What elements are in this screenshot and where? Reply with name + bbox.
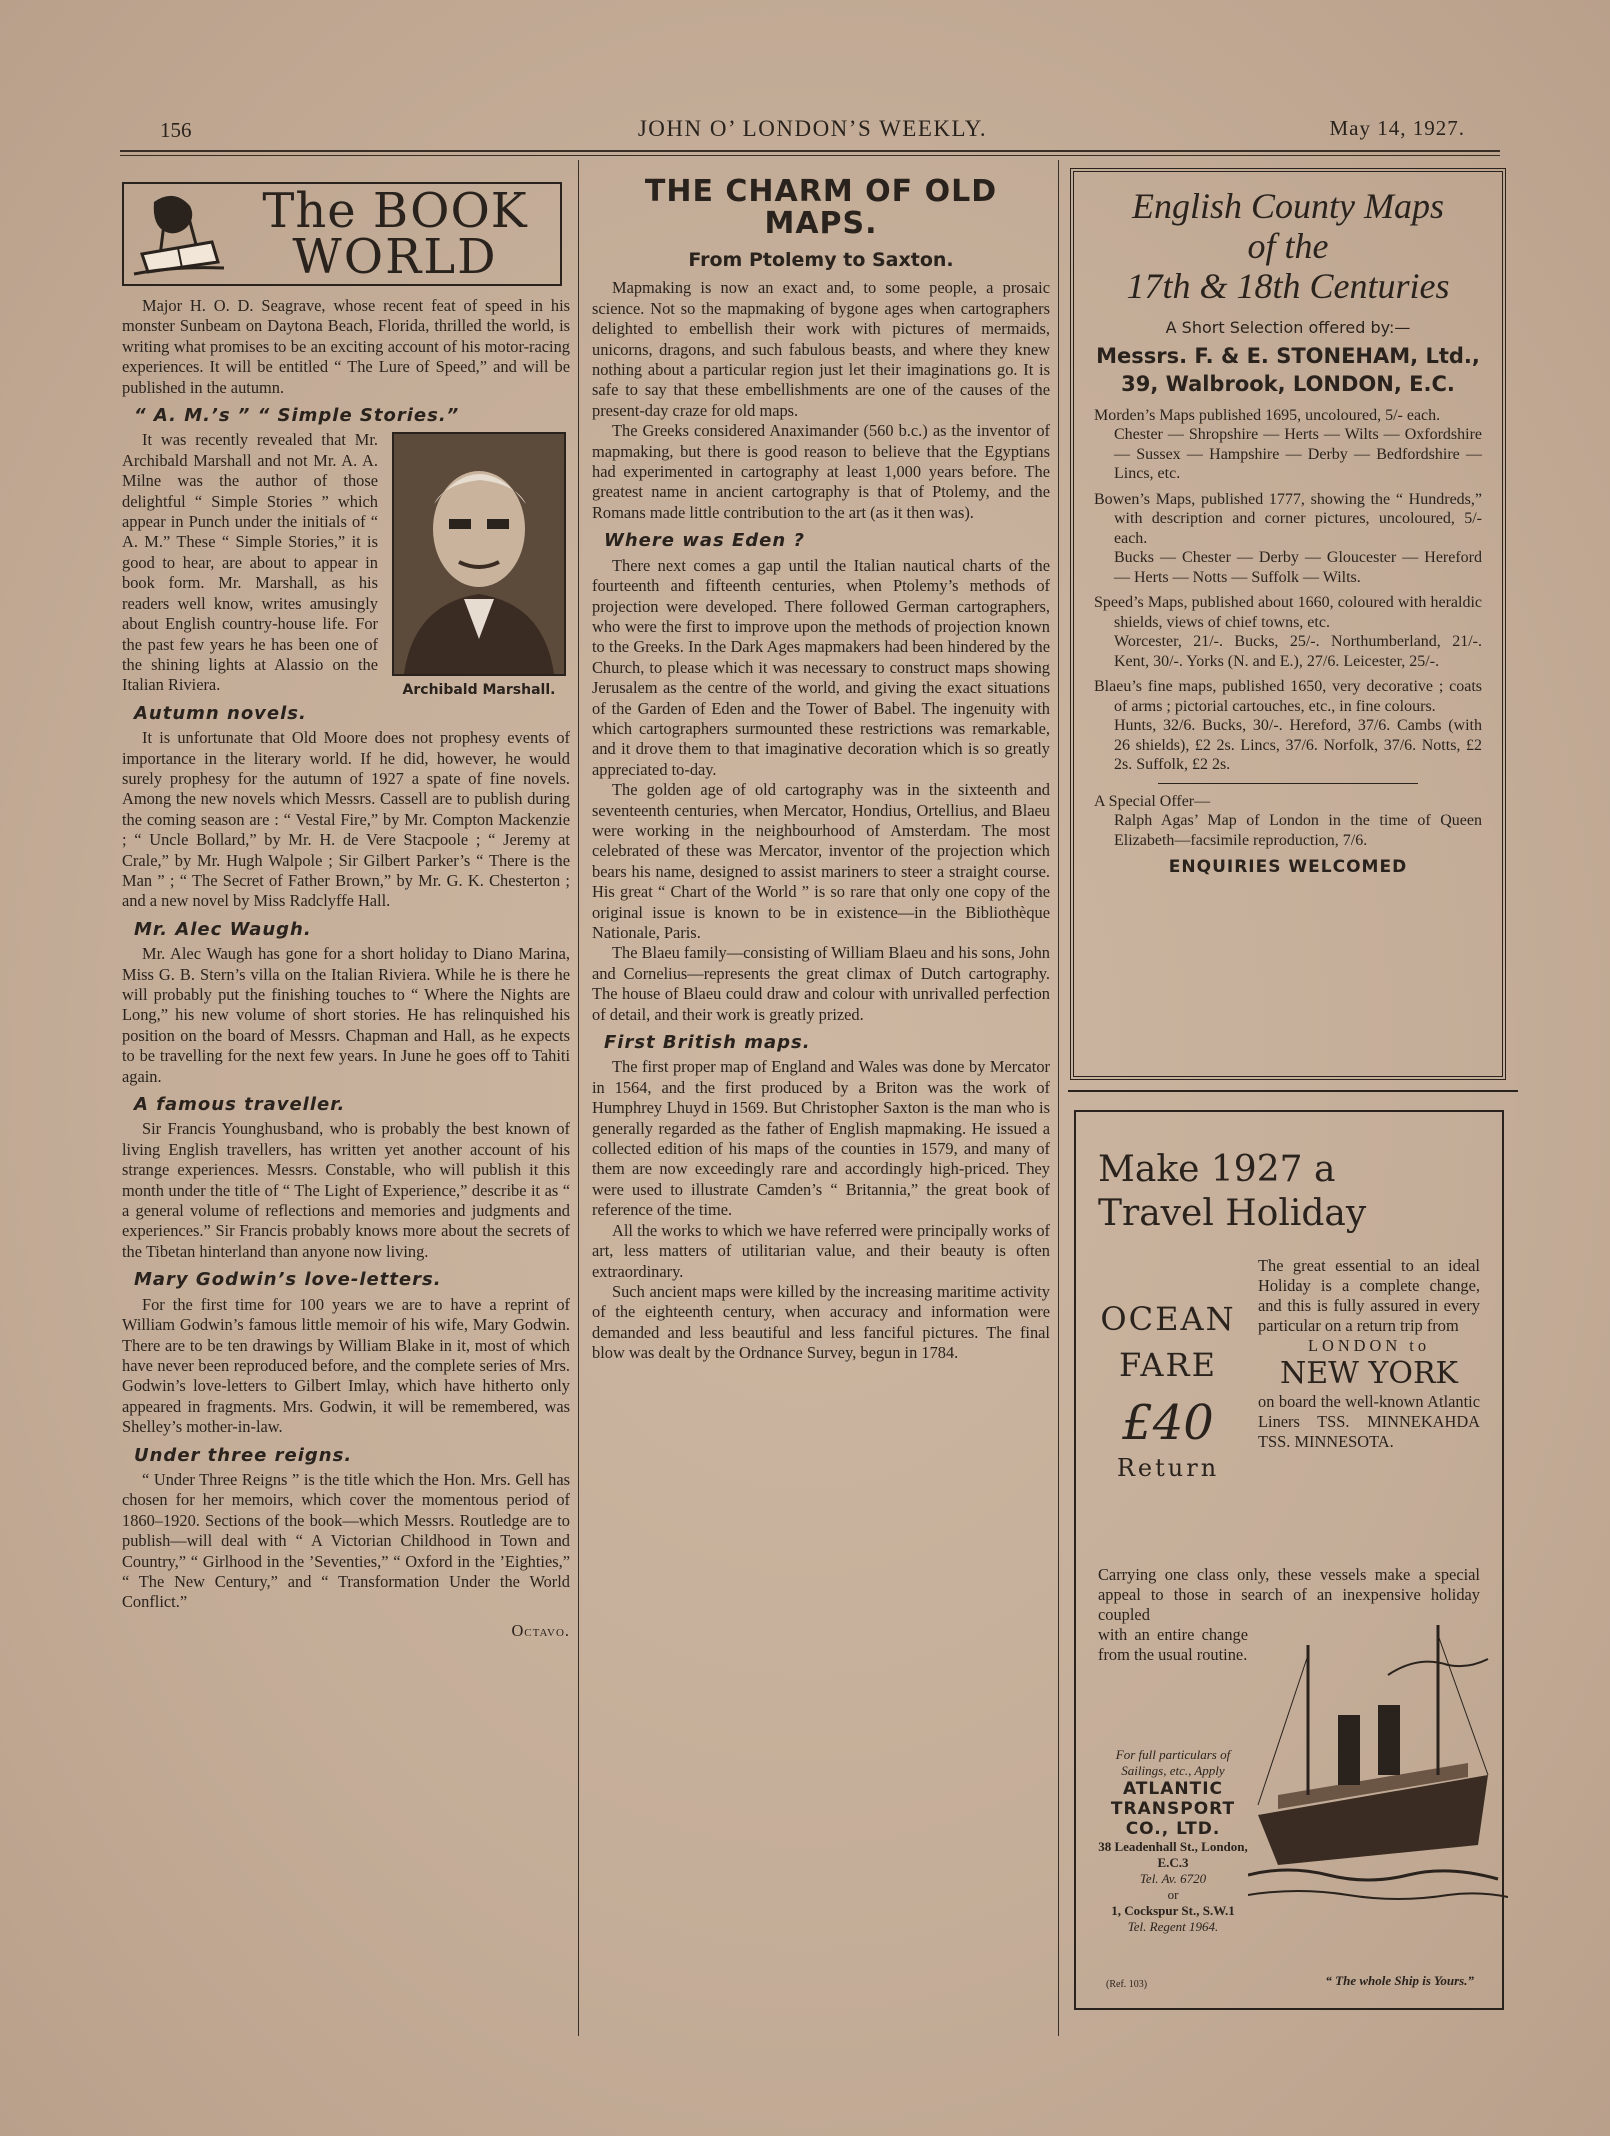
author-photo-figure bbox=[388, 432, 570, 700]
map-listing-item bbox=[1094, 406, 1482, 484]
ad-title-line-3: 17th & 18th Centuries bbox=[1126, 266, 1450, 306]
maps-advertisement bbox=[1070, 168, 1506, 1080]
header-rule bbox=[120, 150, 1500, 156]
section-heading: First British maps. bbox=[604, 1032, 811, 1054]
particulars-text: For full particulars of Sailings, etc., Apply bbox=[1115, 1747, 1231, 1778]
article-paragraph: The golden age of old cartography was in the sixteenth and seventeenth centuries, when Mercator, Hondius, Ortellius, and Blaeu were working in the neighbourhood of Amsterdam. The most celebrated of these was Mercator, inventor of the projection which bears his name, designed to assist mariners to steer a straight course. His great “ Chart of the World ” is so rare that only one copy of the original issue is known to be in existence—in the Bibliothèque Nationale, Paris. bbox=[592, 780, 1050, 942]
travel-headline-1: Make 1927 a bbox=[1098, 1149, 1336, 1190]
article-paragraph: Mapmaking is now an exact and, to some people, a prosaic science. Not so the mapmaking of bygone ages when cartographers delighted to embellish their work with pictures of mermaids, unicorns, dragons, and such fabulous beasts, and where they knew nothing about a particular region just let their imaginations go. It is safe to say that these embellishments are one of the causes of the present-day craze for old maps. bbox=[592, 278, 1050, 420]
fare-price: £40 bbox=[1122, 1395, 1214, 1451]
author-photo bbox=[392, 432, 566, 676]
section-body: It is unfortunate that Old Moore does not prophesy events of importance in the literary world. If he did, however, he would surely prophesy for the autumn of 1927 a spate of fine novels. Among the new novels which Messrs. Cassell are to publish during the coming season are : “ Vestal Fire,” by Mr. Compton Mackenzie ; “ Uncle Bollard,” by Mr. H. de Vere Stacpoole ; “ Jeremy at Crale,” by Mr. Hugh Walpole ; Sir Gilbert Parker’s “ There is the Man ” ; “ The Secret of Father Brown,” by Mr. G. K. Chesterton ; and a new novel by Miss Radclyffe Hall. bbox=[122, 728, 570, 911]
address-2: 1, Cockspur St., S.W.1 bbox=[1111, 1903, 1235, 1918]
address-1: 38 Leadenhall St., London, E.C.3 bbox=[1098, 1839, 1248, 1870]
article-title: THE CHARM OF OLD MAPS. bbox=[644, 174, 998, 241]
section-heading: A famous traveller. bbox=[134, 1094, 346, 1116]
issue-date: May 14, 1927. bbox=[1329, 116, 1465, 140]
section-body: Sir Francis Younghusband, who is probably the best known of living English travellers, has written yet another account of his strange experiences. Messrs. Constable, who will publish it this month under the title of “ The Light of Experience,” describe it as “ a general volume of reflections and memories and judgments and experiences.” Sir Francis probably knows more about the secrets of the Tibetan hinterland than anyone now living. bbox=[122, 1119, 570, 1261]
section-body: For the first time for 100 years we are to have a reprint of William Godwin’s famous little memoir of his wife, Mary Godwin. There are to be ten drawings by William Blake in it, most of which have never been reproduced before, and the complete series of Mrs. Godwin’s love-letters to Gilbert Imlay, which have hitherto only appeared in fragments. Mrs. Godwin, it will be remembered, was Shelley’s mother-in-law. bbox=[122, 1294, 570, 1437]
travel-advertisement bbox=[1074, 1110, 1504, 2010]
article-paragraph: Such ancient maps were killed by the increasing maritime activity of the eighteenth century, when accuracy and information were demanded and less beautiful and less fanciful pictures. The final blow was dealt by the Ordnance Survey, begun in 1784. bbox=[592, 1281, 1050, 1363]
logo-line-2: WORLD bbox=[292, 229, 498, 285]
page-number: 156 bbox=[160, 118, 192, 142]
page-header bbox=[160, 112, 1465, 148]
ad-title-line-2: of the bbox=[1247, 226, 1329, 266]
ocean-label: OCEAN bbox=[1100, 1300, 1236, 1338]
section-heading: Under three reigns. bbox=[134, 1444, 353, 1466]
or-label: or bbox=[1167, 1887, 1179, 1902]
ad-separator bbox=[1068, 1090, 1518, 1092]
section-body: “ Under Three Reigns ” is the title which the Hon. Mrs. Gell has chosen for her memoirs, which cover the momentous period of 1860–1920. Sections of the book—which Messrs. Routledge are to publish—will deal with “ A Victorian Childhood in Town and Country,” “ Girlhood in the ’Seventies,” “ Oxford in the ’Eighties,” “ The New Century,” and “ Transformation Under the World Conflict.” bbox=[122, 1469, 570, 1612]
new-york: NEW YORK bbox=[1280, 1356, 1458, 1391]
ad-divider bbox=[1158, 783, 1418, 784]
listing-counties: Chester — Shropshire — Herts — Wilts — Oxfordshire — Sussex — Hampshire — Derby — Bedfordshire — Lincs, etc. bbox=[1114, 426, 1482, 482]
section-heading: Mr. Alec Waugh. bbox=[134, 918, 312, 940]
map-listing bbox=[1094, 406, 1482, 775]
listing-description: Bowen’s Maps, published 1777, showing the “ Hundreds,” with description and corner pictures, uncoloured, 5/- each. bbox=[1094, 490, 1482, 547]
special-offer-label: A Special Offer— bbox=[1094, 792, 1211, 810]
telephone-1: Tel. Av. 6720 bbox=[1139, 1871, 1207, 1886]
reading-figure-icon bbox=[124, 184, 234, 284]
article-subtitle: From Ptolemy to Saxton. bbox=[688, 249, 954, 271]
article-paragraph: The Greeks considered Anaximander (560 b.c.) as the inventor of mapmaking, but there is good reason to believe that the Egyptians had experimented in cartography at least 1,000 years before. The greatest name in ancient cartography is that of Ptolemy, and the Romans made little contribution to the art (as it then was). bbox=[592, 421, 1050, 522]
listing-counties: Worcester, 21/-. Bucks, 25/-. Northumberland, 21/-. Kent, 30/-. Yorks (N. and E.), 27/6. Leicester, 25/-. bbox=[1114, 633, 1482, 670]
slogan: “ The whole Ship is Yours.” bbox=[1325, 1973, 1474, 1988]
travel-intro: The great essential to an ideal Holiday is a complete change, and this is fully assured in every particular on a return trip from bbox=[1258, 1256, 1480, 1335]
intro-paragraph: Major H. O. D. Seagrave, whose recent feat of speed in his monster Sunbeam on Daytona Beach, Florida, thrilled the world, is writing what promises to be an exciting account of his motor-racing experiences. It will be entitled “ The Lure of Speed,” and will be published in the autumn. bbox=[122, 296, 570, 397]
signature: Octavo. bbox=[511, 1620, 570, 1640]
section-heading: “ A. M.’s ” “ Simple Stories.” bbox=[134, 405, 460, 427]
article-paragraph: All the works to which we have referred were principally works of art, less matters of utilitarian value, and their beauty is often extraordinary. bbox=[592, 1220, 1050, 1281]
publication-title: JOHN O’ LONDON’S WEEKLY. bbox=[637, 116, 988, 141]
travel-headline-2: Travel Holiday bbox=[1098, 1193, 1367, 1234]
section-body: It was recently revealed that Mr. Archibald Marshall and not Mr. A. A. Milne was the author of those delightful “ Simple Stories ” which appear in Punch under the initials of “ A. M.” These “ Simple Stories,” it is good to hear, are about to appear in book form. Mr. Marshall, as his readers well know, writes amusingly about English country-house life. For the past few years he has been one of the shining lights at Alassio on the Italian Riviera. bbox=[122, 430, 378, 695]
ad-firm-name: Messrs. F. & E. STONEHAM, Ltd., bbox=[1096, 343, 1480, 368]
article-paragraph: There next comes a gap until the Italian nautical charts of the fourteenth and fifteenth centuries, when Ptolemy’s methods of projection were developed. There followed German cartographers, who were the first to improve upon the methods of projection known to the Greeks. In the Dark Ages mapmakers had been hindered by the Church, to please which it was necessary to construct maps showing Jerusalem as the centre of the world, and giving the exact situations of the Garden of Eden and the Tower of Babel. The ingenuity with which cartographers surmounted these restrictions was remarkable, and it drove them to that imaginative decoration which is so greatly appreciated to-day. bbox=[592, 555, 1050, 779]
maps-article-column bbox=[592, 160, 1050, 1364]
company-contact bbox=[1098, 1747, 1248, 1935]
section-body: Mr. Alec Waugh has gone for a short holiday to Diano Marina, Miss G. B. Stern’s villa on the Italian Riviera. While he is there he will probably put the finishing touches to “ Where the Nights are Long,” his new volume of short stories. He has relinquished his position on the board of Messrs. Chapman and Hall, as he expects to be travelling for the next few years. In June he goes off to Tahiti again. bbox=[122, 944, 570, 1086]
ship-illustration bbox=[1248, 1595, 1508, 1925]
portrait-image bbox=[394, 434, 564, 674]
map-listing-item bbox=[1094, 677, 1482, 775]
fare-label: FARE bbox=[1119, 1346, 1217, 1384]
listing-description: Speed’s Maps, published about 1660, coloured with heraldic shields, views of chief towns, etc. bbox=[1094, 594, 1482, 631]
listing-counties: Hunts, 32/6. Bucks, 30/-. Hereford, 37/6. Cambs (with 26 shields), £2 2s. Lincs, 37/6. Norfolk, 37/6. Notts, £2 2s. Suffolk, £2 2s. bbox=[1114, 717, 1482, 773]
travel-text bbox=[1258, 1256, 1480, 1452]
liners-text: on board the well-known Atlantic Liners TSS. MINNEKAHDA TSS. MINNESOTA. bbox=[1258, 1392, 1480, 1451]
article-paragraph: The first proper map of England and Wales was done by Mercator in 1564, and the first produced by a Briton was the work of Humphrey Lhuyd in 1569. But Christopher Saxton is the man who is generally regarded as the father of English mapmaking. He issued a collected edition of his maps of the counties in 1579, and many of them are now exceedingly rare and accordingly high-priced. They were used to illustrate Camden’s “ Britannia,” the great book of reference of the time. bbox=[592, 1057, 1050, 1220]
map-listing-item bbox=[1094, 490, 1482, 588]
telephone-2: Tel. Regent 1964. bbox=[1127, 1919, 1219, 1934]
special-offer-text: Ralph Agas’ Map of London in the time of Queen Elizabeth—facsimile reproduction, 7/6. bbox=[1114, 812, 1482, 849]
enquiries-line: ENQUIRIES WELCOMED bbox=[1168, 857, 1408, 877]
return-label: Return bbox=[1116, 1454, 1220, 1482]
book-world-column bbox=[122, 160, 570, 1641]
column-divider bbox=[1058, 160, 1059, 2036]
section-heading: Mary Godwin’s love-letters. bbox=[134, 1269, 442, 1291]
fare-box bbox=[1098, 1296, 1238, 1482]
company-name: ATLANTIC TRANSPORT CO., LTD. bbox=[1110, 1779, 1236, 1839]
ad-firm-address: 39, Walbrook, LONDON, E.C. bbox=[1121, 371, 1455, 396]
carrying-text: Carrying one class only, these vessels make a special appeal to those in search of an inexpensive holiday coupled bbox=[1098, 1565, 1480, 1624]
ad-title-line-1: English County Maps bbox=[1132, 186, 1444, 226]
book-world-logo bbox=[122, 182, 562, 286]
listing-description: Blaeu’s fine maps, published 1650, very decorative ; coats of arms ; pictorial cartouches, etc., in fine colours. bbox=[1094, 678, 1482, 715]
routine-text: with an entire change from the usual routine. bbox=[1098, 1625, 1248, 1664]
photo-caption: Archibald Marshall. bbox=[402, 682, 556, 699]
listing-counties: Bucks — Chester — Derby — Gloucester — Hereford — Herts — Notts — Suffolk — Wilts. bbox=[1114, 549, 1482, 586]
listing-description: Morden’s Maps published 1695, uncoloured, 5/- each. bbox=[1094, 406, 1441, 424]
london-to: LONDON to bbox=[1307, 1336, 1431, 1355]
article-paragraph: The Blaeu family—consisting of William Blaeu and his sons, John and Cornelius—represents the great climax of Dutch cartography. The house of Blaeu could draw and colour with unrivalled perfection of detail, and their work is greatly prized. bbox=[592, 943, 1050, 1024]
ad-selection-line: A Short Selection offered by:— bbox=[1165, 318, 1411, 337]
logo-line-1: The BOOK bbox=[262, 183, 528, 239]
map-listing-item bbox=[1094, 593, 1482, 671]
column-divider bbox=[578, 160, 579, 2036]
section-heading: Autumn novels. bbox=[134, 702, 307, 724]
section-heading: Where was Eden ? bbox=[604, 530, 805, 552]
ad-reference: (Ref. 103) bbox=[1106, 1979, 1148, 1990]
